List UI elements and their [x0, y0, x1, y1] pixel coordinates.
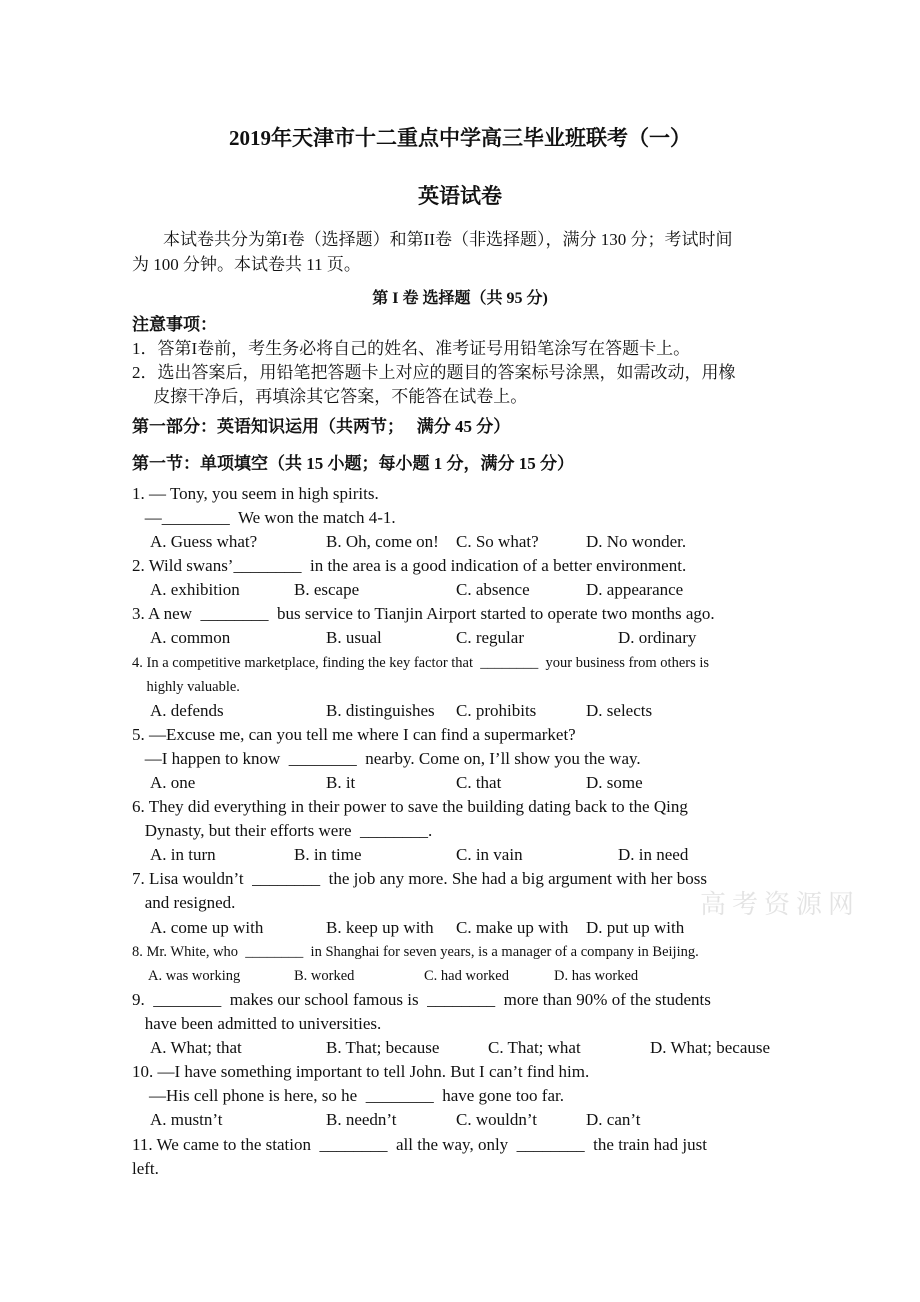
q2-option-b: B. escape	[294, 580, 360, 599]
q2-option-a: A. exhibition	[150, 580, 240, 599]
q4-option-c: C. prohibits	[456, 701, 537, 720]
exam-title: 2019年天津市十二重点中学高三毕业班联考（一）	[229, 126, 691, 150]
q6-option-d: D. in need	[618, 845, 689, 864]
q1-stem: 1. — Tony, you seem in high spirits.	[132, 484, 379, 503]
notice-2-cont: 皮擦干净后，再填涂其它答案，不能答在试卷上。	[132, 387, 528, 406]
q5-stem-2: —I happen to know ________ nearby. Come on, I’ll show you the way.	[132, 749, 641, 768]
q5-option-c: C. that	[456, 773, 502, 792]
q7-option-d: D. put up with	[586, 918, 685, 937]
q6-stem: 6. They did everything in their power to save the building dating back to the Qing	[132, 797, 688, 816]
q4-option-d: D. selects	[586, 701, 653, 720]
q3-option-d: D. ordinary	[618, 628, 697, 647]
q8-option-d: D. has worked	[554, 968, 639, 984]
q7-option-b: B. keep up with	[326, 918, 434, 937]
q10-stem-2: —His cell phone is here, so he ________ have gone too far.	[132, 1086, 564, 1105]
notice-1: 1．答第I卷前，考生务必将自己的姓名、准考证号用铅笔涂写在答题卡上。	[132, 339, 691, 358]
watermark-text: 高考资源网	[700, 890, 861, 920]
q3-stem: 3. A new ________ bus service to Tianjin Airport started to operate two months ago.	[132, 604, 715, 623]
q10-option-b: B. needn’t	[326, 1110, 397, 1129]
q5-option-d: D. some	[586, 773, 643, 792]
q3-option-a: A. common	[150, 628, 231, 647]
q4-stem-2: highly valuable.	[132, 679, 240, 695]
q9-stem-2: have been admitted to universities.	[132, 1014, 382, 1033]
q8-stem: 8. Mr. White, who ________ in Shanghai for seven years, is a manager of a company in Beijing.	[132, 944, 699, 960]
q9-option-c: C. That; what	[488, 1038, 581, 1057]
section-1-heading: 第一节：单项填空（共 15 小题；每小题 1 分，满分 15 分）	[132, 454, 574, 473]
intro-line-1: 本试卷共分为第I卷（选择题）和第II卷（非选择题），满分 130 分；考试时间	[163, 230, 733, 249]
q9-stem: 9. ________ makes our school famous is ________ more than 90% of the students	[132, 990, 711, 1009]
q7-stem: 7. Lisa wouldn’t ________ the job any more. She had a big argument with her boss	[132, 869, 707, 888]
intro-line-2: 为 100 分钟。本试卷共 11 页。	[132, 255, 361, 274]
q9-option-b: B. That; because	[326, 1038, 440, 1057]
exam-subtitle: 英语试卷	[418, 184, 502, 208]
q1-option-b: B. Oh, come on!	[326, 532, 439, 551]
q1-option-a: A. Guess what?	[150, 532, 258, 551]
q9-option-d: D. What; because	[650, 1038, 771, 1057]
q2-stem: 2. Wild swans’________ in the area is a good indication of a better environment.	[132, 556, 687, 575]
q2-option-c: C. absence	[456, 580, 530, 599]
q7-option-a: A. come up with	[150, 918, 264, 937]
q7-option-c: C. make up with	[456, 918, 569, 937]
q6-option-c: C. in vain	[456, 845, 523, 864]
notice-title: 注意事项：	[132, 315, 217, 334]
q11-stem-2: left.	[132, 1159, 159, 1178]
q2-option-d: D. appearance	[586, 580, 684, 599]
q3-option-b: B. usual	[326, 628, 382, 647]
q5-option-a: A. one	[150, 773, 196, 792]
q4-option-a: A. defends	[150, 701, 224, 720]
q4-stem: 4. In a competitive marketplace, finding the key factor that ________ your business from others is	[132, 655, 710, 671]
q6-stem-2: Dynasty, but their efforts were ________.	[132, 821, 433, 840]
q10-option-a: A. mustn’t	[150, 1110, 223, 1129]
q10-stem: 10. —I have something important to tell John. But I can’t find him.	[132, 1062, 590, 1081]
q8-option-a: A. was working	[148, 968, 241, 984]
notice-2: 2．选出答案后，用铅笔把答题卡上对应的题目的答案标号涂黑，如需改动，用橡	[132, 363, 736, 382]
q5-stem: 5. —Excuse me, can you tell me where I can find a supermarket?	[132, 725, 576, 744]
q8-option-b: B. worked	[294, 968, 355, 984]
q6-option-b: B. in time	[294, 845, 362, 864]
q1-stem-2: —________ We won the match 4-1.	[132, 508, 396, 527]
q1-option-d: D. No wonder.	[586, 532, 687, 551]
q11-stem: 11. We came to the station ________ all the way, only ________ the train had just	[132, 1135, 707, 1154]
part-1-heading: 第一部分：英语知识运用（共两节； 满分 45 分）	[132, 417, 511, 436]
q1-option-c: C. So what?	[456, 532, 539, 551]
q5-option-b: B. it	[326, 773, 356, 792]
q7-stem-2: and resigned.	[132, 893, 236, 912]
q8-option-c: C. had worked	[424, 968, 509, 984]
q3-option-c: C. regular	[456, 628, 524, 647]
q9-option-a: A. What; that	[150, 1038, 242, 1057]
q10-option-c: C. wouldn’t	[456, 1110, 537, 1129]
q6-option-a: A. in turn	[150, 845, 216, 864]
q10-option-d: D. can’t	[586, 1110, 641, 1129]
section-title: 第 I 卷 选择题（共 95 分)	[372, 290, 548, 307]
q4-option-b: B. distinguishes	[326, 701, 435, 720]
